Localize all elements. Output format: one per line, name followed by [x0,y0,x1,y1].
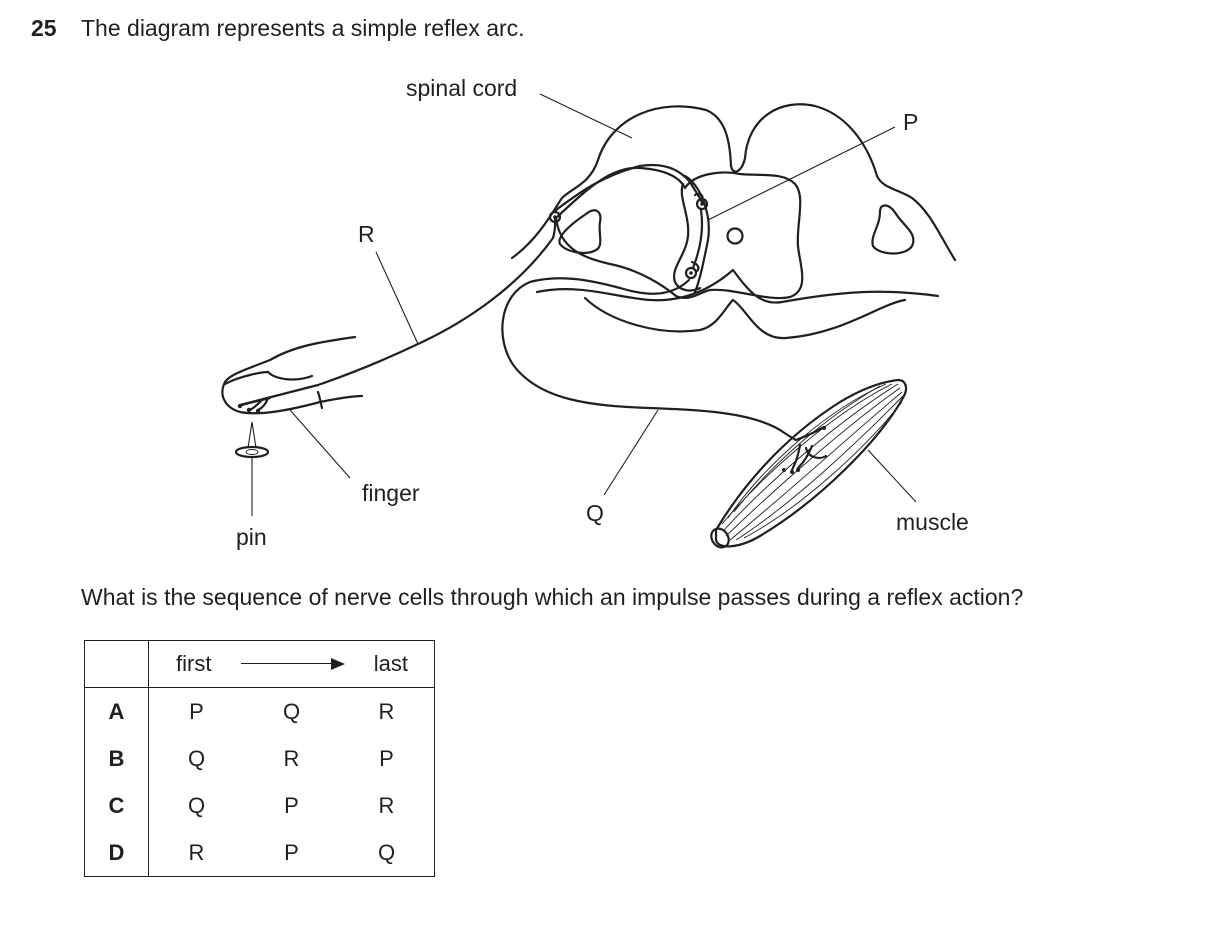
table-cell: R [188,839,205,865]
table-cell: P [379,745,394,771]
question-number: 25 [31,15,57,41]
question-prompt: What is the sequence of nerve cells through which an impulse passes during a reflex action? [81,584,1024,610]
label-Q: Q [586,500,604,526]
spinal-cord [512,104,955,338]
table-header-row [85,641,435,688]
muscle [708,380,906,551]
table-cell: R [378,792,395,818]
relay-neurone-P [686,210,702,278]
table-row [85,829,435,877]
table-cell: Q [377,839,396,865]
table-cell: Q [282,698,301,724]
header-last: last [373,651,408,676]
label-P: P [903,109,919,135]
question-text: The diagram represents a simple reflex arc. [81,15,525,41]
answer-table [84,640,435,877]
option-key: B [85,735,149,782]
option-key: A [85,688,149,736]
muscle-leader [868,450,916,502]
option-key: D [85,829,149,877]
label-muscle: muscle [896,509,969,535]
sensory-neurone-R [240,165,707,405]
table-cell: P [284,839,299,865]
right-arrow-icon [241,657,345,671]
label-pin: pin [236,524,267,550]
table-cell: R [378,698,395,724]
spinal-cord-leader [540,94,632,138]
table-cell: P [284,792,299,818]
table-row [85,735,435,782]
table-cell: Q [187,792,206,818]
option-key: C [85,782,149,829]
label-spinal-cord: spinal cord [406,75,518,101]
table-row [85,782,435,829]
label-finger: finger [362,480,420,506]
table-cell: Q [187,745,206,771]
Q-leader [604,410,658,495]
header-blank-cell [85,641,149,688]
header-first: first [176,651,212,676]
table-cell: P [189,698,204,724]
motor-neurone-Q [502,278,826,474]
finger-leader [290,410,350,478]
pin [236,422,268,457]
finger [222,337,362,413]
R-leader [376,252,418,344]
table-row [85,688,435,736]
table-cell: R [283,745,300,771]
label-R: R [358,221,375,247]
header-sequence-cell [149,641,435,688]
